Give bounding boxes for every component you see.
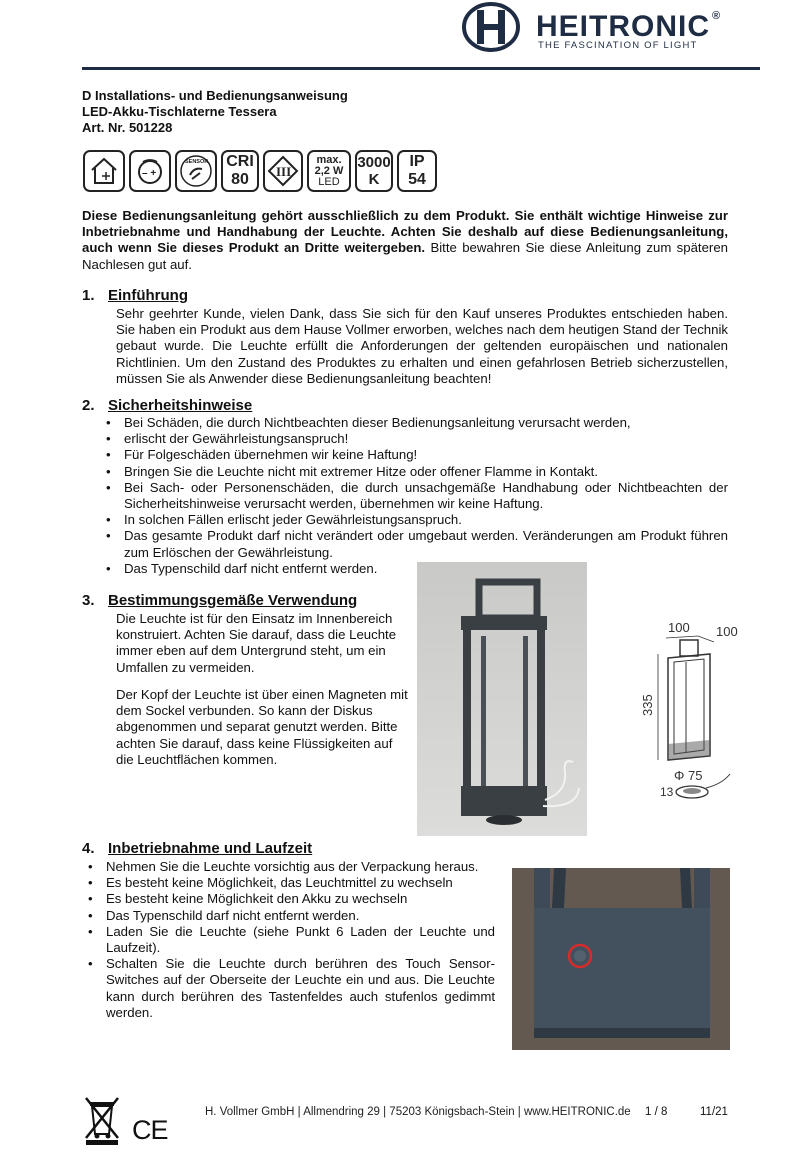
brand-name: HEITRONIC ® xyxy=(536,10,722,43)
list-item: • Es besteht keine Möglichkeit den Akku zu wechseln xyxy=(82,891,495,907)
startup-list xyxy=(82,859,495,1021)
dimension-height: 335 xyxy=(640,694,655,716)
section-3-paragraph-1: Die Leuchte ist für den Einsatz im Innenbereich konstruiert. Achten Sie darauf, dass die Leuchte immer eben auf dem Untergrund steht, um ein Umfallen zu vermeiden. xyxy=(116,611,397,675)
power-watts: 2,2 W xyxy=(314,164,344,177)
header-divider xyxy=(82,67,760,70)
cri-label: CRI xyxy=(226,153,254,170)
kelvin-badge xyxy=(355,150,393,192)
dimension-diameter: Φ 75 xyxy=(674,768,703,783)
footer-company: H. Vollmer GmbH | Allmendring 29 | 75203 Königsbach-Stein | www.HEITRONIC.de xyxy=(205,1106,631,1118)
page-number: 1 / 8 xyxy=(645,1106,668,1118)
section-3-paragraph-2: Der Kopf der Leuchte ist über einen Magneten mit dem Sockel verbunden. So kann der Diskus abgenommen und separat genutzt werden. Bitte achten Sie darauf, dass keine Flüssigkeiten auf die Leuchtflächen kommen. xyxy=(116,687,408,767)
intro-paragraph xyxy=(82,208,728,273)
svg-text:– +: – + xyxy=(142,168,157,179)
protection-class-icon xyxy=(263,150,303,192)
list-item: • Es besteht keine Möglichkeit, das Leuchtmittel zu wechseln xyxy=(82,875,495,891)
dimension-drawing xyxy=(640,618,768,804)
brand-tagline: THE FASCINATION OF LIGHT xyxy=(538,40,698,51)
heitronic-logo-icon xyxy=(462,2,520,52)
dimension-depth: 100 xyxy=(716,624,738,639)
indoor-house-icon xyxy=(83,150,125,192)
power-led: LED xyxy=(318,175,340,188)
list-item: • Bei Schäden, die durch Nichtbeachten dieser Bedienungsanleitung verursacht werden, xyxy=(100,415,728,431)
section-4-heading: 4. Inbetriebnahme und Laufzeit xyxy=(82,840,313,857)
doc-title: D Installations- und Bedienungsanweisung xyxy=(82,88,348,103)
ip-badge xyxy=(397,150,437,192)
ce-mark-icon: CE xyxy=(132,1115,168,1145)
touch-sensor-photo xyxy=(512,868,730,1050)
intro-normal: Bitte bewahren Sie diese Anleitung zum späteren Nachlesen gut auf. xyxy=(82,240,728,272)
weee-bin-icon xyxy=(82,1094,122,1146)
revision-date: 11/21 xyxy=(700,1106,728,1118)
section-3-heading: 3. Bestimmungsgemäße Verwendung xyxy=(82,592,358,609)
list-item: • Das Typenschild darf nicht entfernt werden. xyxy=(82,908,495,924)
registered-mark: ® xyxy=(712,10,722,22)
cri-badge xyxy=(221,150,259,192)
dimmable-icon xyxy=(129,150,171,192)
kelvin-value: 3000 xyxy=(357,154,391,171)
safety-list xyxy=(100,415,728,577)
list-item: • Für Folgeschäden übernehmen wir keine Haftung! xyxy=(100,447,728,463)
product-name: LED-Akku-Tischlaterne Tessera xyxy=(82,104,277,119)
section-1-text: Sehr geehrter Kunde, vielen Dank, dass Sie sich für den Kauf unseres Produktes entschieden haben. Sie haben ein Produkt aus dem Hause Vollmer erworben, welches nach dem heutigen Stand der Technik gebaut wurde. Die Leuchte erfüllt die Anforderungen der geltenden europäischen und nationalen Richtlinien. Um den Zustand des Produktes zu erhalten und einen gefahrlosen Betrieb sicherzustellen, müssen Sie als Anwender diese Bedienungsanleitung beachten! xyxy=(116,306,728,386)
ip-value: 54 xyxy=(408,171,426,188)
lamp-photo xyxy=(417,562,587,836)
protection-class-label: III xyxy=(276,164,292,179)
ip-label: IP xyxy=(409,153,425,170)
list-item: • Nehmen Sie die Leuchte vorsichtig aus der Verpackung heraus. xyxy=(82,859,495,875)
list-item: • Das gesamte Produkt darf nicht verändert oder umgebaut werden. Veränderungen am Produkt führen zum Erlöschen der Gewährleistung. xyxy=(100,528,728,560)
dimension-width: 100 xyxy=(668,620,690,635)
sensor-icon xyxy=(175,150,217,192)
list-item: • In solchen Fällen erlischt jeder Gewährleistungsanspruch. xyxy=(100,512,728,528)
power-max: max. xyxy=(316,153,342,166)
list-item: • Bringen Sie die Leuchte nicht mit extremer Hitze oder offener Flamme in Kontakt. xyxy=(100,464,728,480)
dimension-base: 13 xyxy=(660,785,674,799)
cri-value: 80 xyxy=(231,171,249,188)
power-badge xyxy=(307,150,351,192)
section-1-heading: 1. Einführung xyxy=(82,287,188,304)
list-item: • Laden Sie die Leuchte (siehe Punkt 6 Laden der Leuchte und Laufzeit). xyxy=(82,924,495,956)
kelvin-unit: K xyxy=(368,171,380,188)
list-item: • Bei Sach- oder Personenschäden, die durch unsachgemäße Handhabung oder Nichtbeachten der Sicherheitshinweise verursacht werden, übernehmen wir keine Haftung. xyxy=(100,480,728,512)
article-number: Art. Nr. 501228 xyxy=(82,120,173,135)
sensor-label: SENSOR xyxy=(185,159,209,165)
section-2-heading: 2. Sicherheitshinweise xyxy=(82,397,253,414)
list-item: • Das Typenschild darf nicht entfernt werden. xyxy=(100,561,728,577)
list-item: • Schalten Sie die Leuchte durch berühren des Touch Sensor-Switches auf der Oberseite der Leuchte ein und aus. Die Leuchte kann durch berühren des Tastenfeldes auch stufenlos gedimmt werden. xyxy=(82,956,495,1021)
intro-bold: Diese Bedienungsanleitung gehört ausschließlich zu dem Produkt. Sie enthält wichtige Hinweise zur Inbetriebnahme und Handhabung der Leuchte. Achten Sie deshalb auf diese Bedienungsanleitung, auch wenn Sie dieses Produkt an Dritte weitergeben. xyxy=(82,208,728,256)
list-item: • erlischt der Gewährleistungsanspruch! xyxy=(100,431,728,447)
